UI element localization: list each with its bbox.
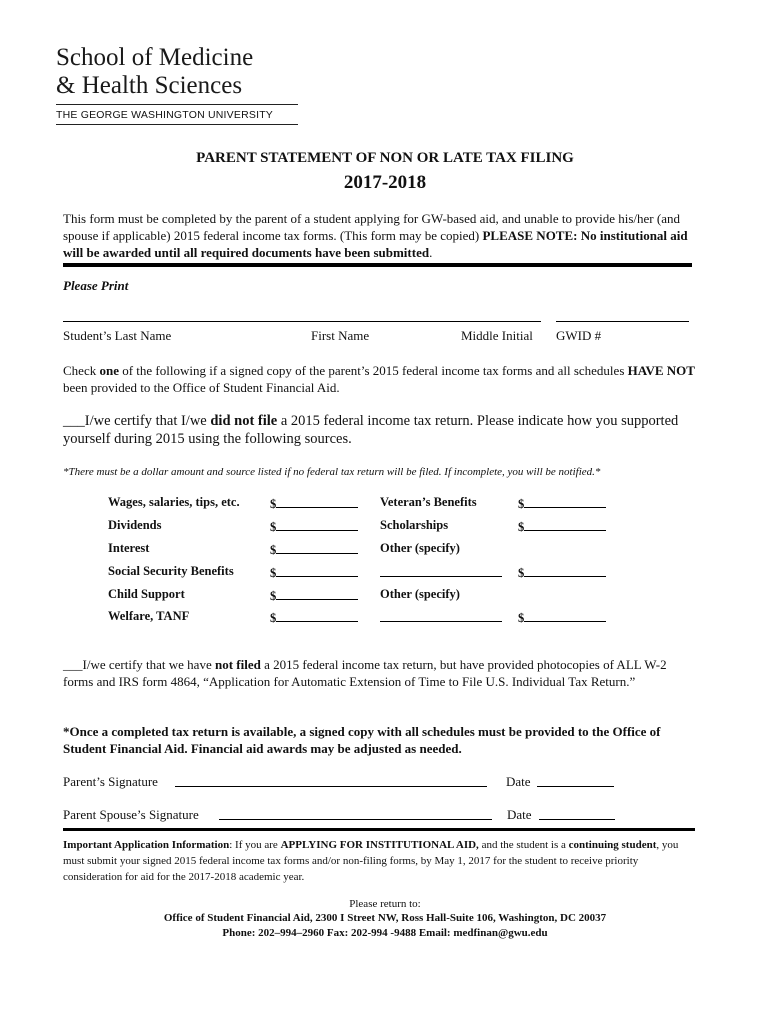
amount-blank[interactable] — [276, 564, 358, 577]
dollar-sign: $ — [518, 497, 525, 511]
amount-blank[interactable] — [524, 564, 606, 577]
last-name-label: Student’s Last Name — [63, 328, 172, 343]
source-label-left: Welfare, TANF — [108, 609, 190, 623]
source-label-right: Veteran’s Benefits — [380, 495, 477, 509]
source-label-left: Dividends — [108, 518, 162, 532]
spouse-signature-field[interactable] — [219, 819, 492, 820]
specify-source-field[interactable] — [380, 621, 502, 622]
source-label-right: Other (specify) — [380, 541, 460, 555]
specify-source-field[interactable] — [380, 576, 502, 577]
amount-blank[interactable] — [524, 495, 606, 508]
dollar-sign: $ — [270, 543, 277, 557]
source-amount-left[interactable] — [270, 609, 358, 626]
source-label-left: Interest — [108, 541, 150, 555]
source-amount-right[interactable] — [518, 495, 606, 512]
source-label-left: Child Support — [108, 587, 185, 601]
spouse-date-field[interactable] — [539, 819, 615, 820]
dollar-sign: $ — [270, 497, 277, 511]
source-amount-left[interactable] — [270, 495, 358, 512]
source-amount-left[interactable] — [270, 518, 358, 535]
parent-date-field[interactable] — [537, 786, 614, 787]
source-amount-right[interactable] — [518, 609, 606, 626]
student-name-field[interactable] — [63, 321, 541, 322]
source-label-right: Other (specify) — [380, 587, 460, 601]
form-title: PARENT STATEMENT OF NON OR LATE TAX FILING — [196, 150, 574, 166]
source-label-left: Social Security Benefits — [108, 564, 234, 578]
form-year: 2017-2018 — [343, 172, 427, 193]
amount-blank[interactable] — [276, 518, 358, 531]
logo-line-1: School of Medicine — [56, 44, 254, 71]
spouse-signature-label: Parent Spouse’s Signature — [63, 807, 199, 822]
option-not-filed: ___I/we certify that we have not filed a 2015 federal income tax return, but have provided photocopies of ALL W-2 forms and IRS form 4864, “Application for Automatic Extension of Time to File U.S. Individual Tax Return.” — [63, 657, 667, 689]
dollar-sign: $ — [518, 611, 525, 625]
spouse-date-label: Date — [507, 807, 532, 822]
option-1-checkbox-blank[interactable]: ___ — [63, 413, 85, 429]
dollar-sign: $ — [270, 611, 277, 625]
gwid-label: GWID # — [556, 328, 602, 343]
dollar-sign: $ — [518, 520, 525, 534]
office-address: Office of Student Financial Aid, 2300 I Street NW, Ross Hall-Suite 106, Washington, DC 20037 — [163, 912, 607, 924]
amount-blank[interactable] — [524, 518, 606, 531]
middle-initial-label: Middle Initial — [461, 328, 533, 343]
first-name-label: First Name — [311, 328, 370, 343]
dollar-amount-note: *There must be a dollar amount and source listed if no federal tax return will be filed. If incomplete, you will be notified.* — [63, 466, 601, 478]
important-information: Important Application Information: If you are APPLYING FOR INSTITUTIONAL AID, and the student is a continuing student, you must submit your signed 2015 federal income tax forms and/or non-filing forms, by May 1, 2017 for the student to receive priority consideration for aid for the 2017-2018 academic year. — [63, 839, 679, 883]
source-label-left: Wages, salaries, tips, etc. — [108, 495, 240, 509]
source-amount-left[interactable] — [270, 564, 358, 581]
source-amount-right[interactable] — [518, 564, 606, 581]
parent-date-label: Date — [506, 774, 531, 789]
office-contact: Phone: 202–994–2960 Fax: 202-994 -9488 Email: medfinan@gwu.edu — [222, 927, 548, 939]
amount-blank[interactable] — [524, 609, 606, 622]
return-label: Please return to: — [349, 898, 421, 910]
university-name: THE GEORGE WASHINGTON UNIVERSITY — [56, 109, 274, 121]
gwid-field[interactable] — [556, 321, 689, 322]
dollar-sign: $ — [270, 589, 277, 603]
dollar-sign: $ — [518, 566, 525, 580]
source-amount-left[interactable] — [270, 587, 358, 604]
source-amount-left[interactable] — [270, 541, 358, 558]
logo-rule-bottom — [56, 124, 298, 125]
please-print-label: Please Print — [63, 278, 129, 293]
option-did-not-file: ___I/we certify that I/we did not file a 2015 federal income tax return. Please indicate how you supported yourself during 2015 using the following sources. — [63, 413, 679, 447]
logo-line-2: & Health Sciences — [56, 72, 243, 99]
section-divider — [63, 263, 692, 267]
source-amount-right[interactable] — [518, 518, 606, 535]
intro-paragraph: This form must be completed by the parent of a student applying for GW-based aid, and unable to provide his/her (and spouse if applicable) 2015 federal income tax forms. (This form may be copied) PLEASE NOTE: No institutional aid will be awarded until all required documents have been submitted. — [63, 211, 688, 260]
completed-return-notice: *Once a completed tax return is available, a signed copy with all schedules must be provided to the Office of Student Financial Aid. Financial aid awards may be adjusted as needed. — [63, 724, 661, 756]
footer-divider — [63, 828, 695, 831]
dollar-sign: $ — [270, 566, 277, 580]
amount-blank[interactable] — [276, 495, 358, 508]
amount-blank[interactable] — [276, 609, 358, 622]
dollar-sign: $ — [270, 520, 277, 534]
amount-blank[interactable] — [276, 587, 358, 600]
parent-signature-label: Parent’s Signature — [63, 774, 158, 789]
check-instructions: Check one of the following if a signed copy of the parent’s 2015 federal income tax forms and all schedules HAVE NOT been provided to the Office of Student Financial Aid. — [63, 363, 695, 395]
logo-rule — [56, 104, 298, 105]
source-label-right: Scholarships — [380, 518, 449, 532]
parent-signature-field[interactable] — [175, 786, 487, 787]
amount-blank[interactable] — [276, 541, 358, 554]
option-2-checkbox-blank[interactable]: ___ — [63, 657, 83, 672]
